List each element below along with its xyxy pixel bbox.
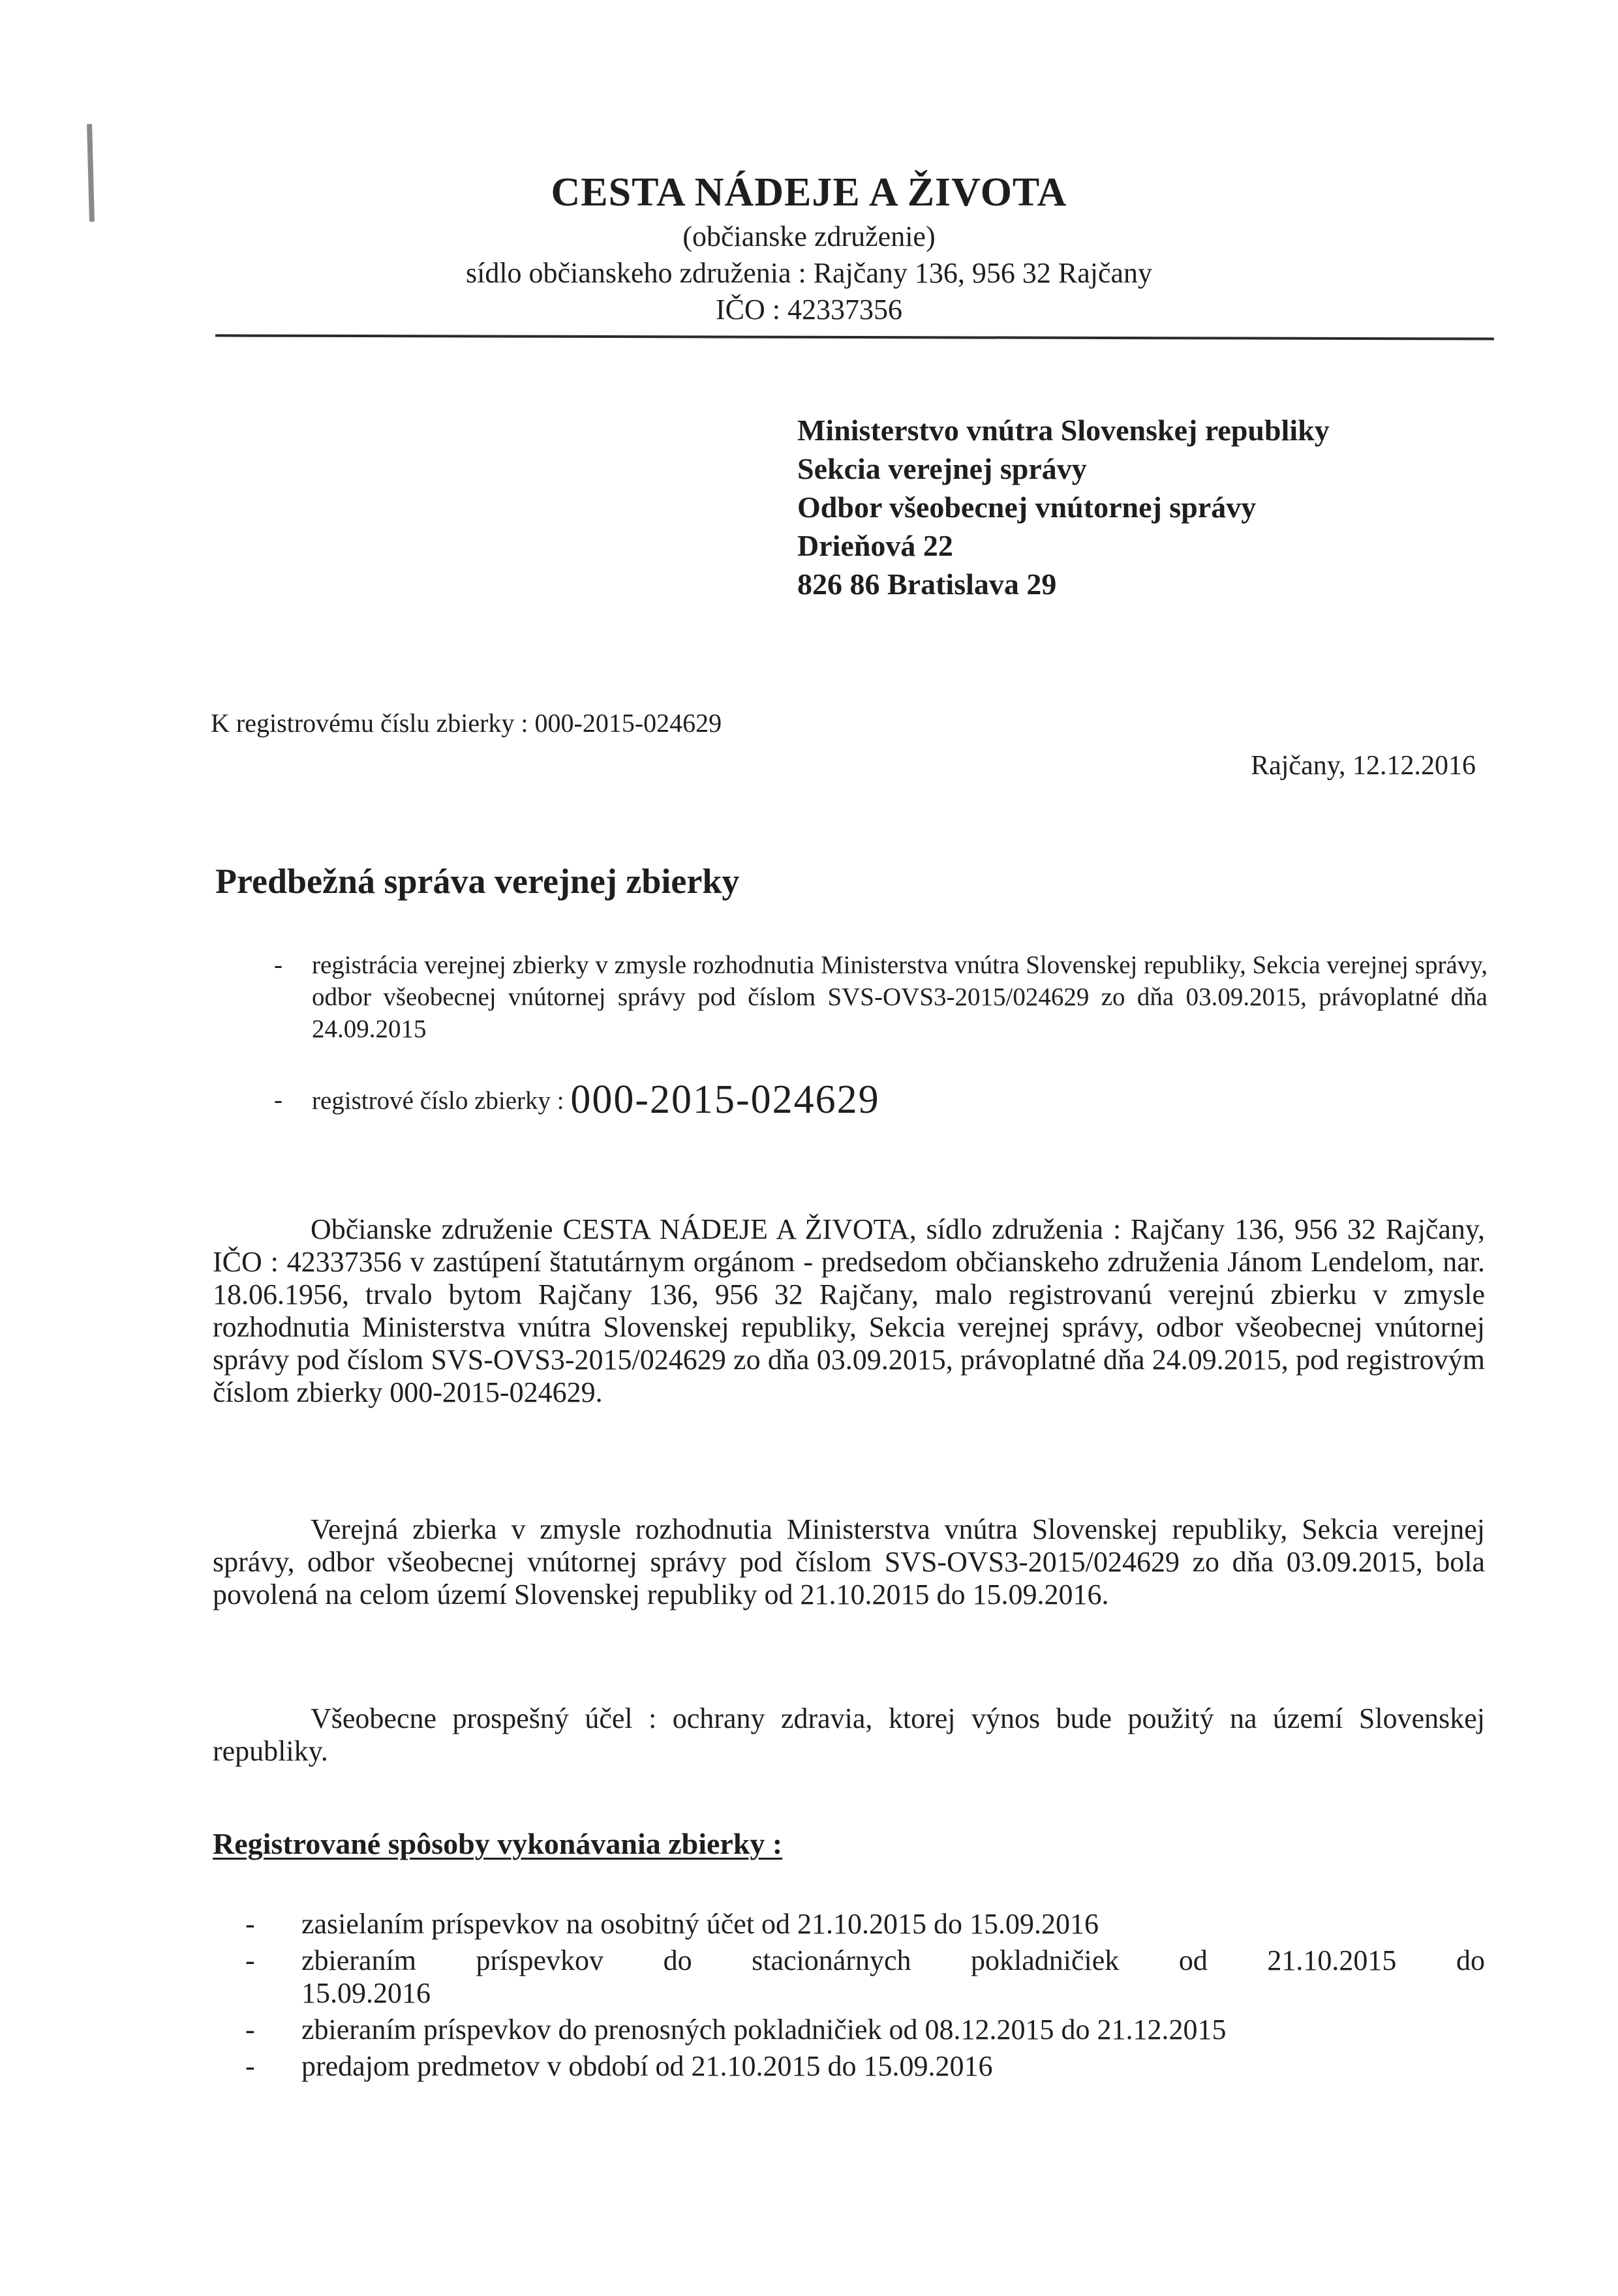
body-paragraph: Občianske združenie CESTA NÁDEJE A ŽIVOTA, sídlo združenia : Rajčany 136, 956 32 Rajčany, IČO : 42337356 v zastúpení štatutárnym orgánom - predsedom občianskeho združenia Jánom Lendelom, nar. 18.06.1956, trvalo bytom Rajčany 136, 956 32 Rajčany, malo registrovanú verejnú zbierku v zmysle rozhodnutia Ministerstva vnútra Slovenskej republiky, Sekcia verejnej správy, odbor všeobecnej vnútornej správy pod číslom SVS-OVS3-2015/024629 zo dňa 03.09.2015, právoplatné dňa 24.09.2015, pod registrovým číslom zbierky 000-2015-024629. bbox=[213, 1213, 1485, 1408]
dash-bullet: - bbox=[245, 1908, 255, 1940]
method-item bbox=[213, 1908, 1485, 1941]
letterhead bbox=[0, 166, 1618, 328]
organization-ico: IČO : 42337356 bbox=[716, 294, 902, 325]
method-item bbox=[213, 1944, 1485, 2010]
method-item bbox=[213, 2050, 1485, 2083]
recipient-line: Sekcia verejnej správy bbox=[797, 452, 1087, 485]
dash-bullet: - bbox=[245, 1944, 255, 1976]
recipient-line: Drieňová 22 bbox=[797, 529, 953, 562]
methods-heading: Registrované spôsoby vykonávania zbierky : bbox=[213, 1827, 783, 1860]
organization-address: sídlo občianskeho združenia : Rajčany 136, 956 32 Rajčany bbox=[465, 257, 1153, 289]
document-date: Rajčany, 12.12.2016 bbox=[1251, 751, 1476, 781]
summary-item-registration bbox=[274, 1078, 1488, 1122]
method-item-text: zasielaním príspevkov na osobitný účet od 21.10.2015 do 15.09.2016 bbox=[301, 1908, 1099, 1940]
recipient-line: Odbor všeobecnej vnútornej správy bbox=[797, 491, 1257, 524]
dash-bullet: - bbox=[274, 1086, 282, 1114]
method-item-text: zbieraním príspevkov do prenosných pokladničiek od 08.12.2015 do 21.12.2015 bbox=[301, 2014, 1227, 2046]
registration-label: registrové číslo zbierky : bbox=[312, 1087, 571, 1115]
summary-item bbox=[274, 949, 1488, 1045]
body-paragraph: Verejná zbierka v zmysle rozhodnutia Ministerstva vnútra Slovenskej republiky, Sekcia verejnej správy, odbor všeobecnej vnútornej správy pod číslom SVS-OVS3-2015/024629 zo dňa 03.09.2015, bola povolená na celom území Slovenskej republiky od 21.10.2015 do 15.09.2016. bbox=[213, 1513, 1485, 1610]
dash-bullet: - bbox=[274, 951, 282, 979]
method-item-continuation: 15.09.2016 bbox=[301, 1977, 431, 2009]
methods-list bbox=[213, 1908, 1485, 2083]
summary-list bbox=[274, 949, 1488, 1122]
recipient-line: Ministerstvo vnútra Slovenskej republiky bbox=[797, 414, 1330, 447]
method-item-text: zbieraním príspevkov do stacionárnych pokladničiek od 21.10.2015 do bbox=[301, 1944, 1485, 1976]
registration-number: 000-2015-024629 bbox=[570, 1078, 880, 1122]
recipient-line: 826 86 Bratislava 29 bbox=[797, 567, 1057, 601]
method-item bbox=[213, 2014, 1485, 2046]
body-paragraph: Všeobecne prospešný účel : ochrany zdravia, ktorej výnos bude použitý na území Slovenskej republiky. bbox=[213, 1702, 1485, 1767]
recipient-address bbox=[797, 411, 1330, 603]
letterhead-divider bbox=[215, 334, 1494, 340]
dash-bullet: - bbox=[245, 2050, 255, 2082]
dash-bullet: - bbox=[245, 2014, 255, 2046]
method-item-text: predajom predmetov v období od 21.10.2015 do 15.09.2016 bbox=[301, 2050, 993, 2082]
summary-item-text: registrácia verejnej zbierky v zmysle rozhodnutia Ministerstva vnútra Slovenskej republiky, Sekcia verejnej správy, odbor všeobecnej vnútornej správy pod číslom SVS-OVS3-2015/024629 zo dňa 03.09.2015, právoplatné dňa 24.09.2015 bbox=[312, 951, 1488, 1043]
organization-type: (občianske združenie) bbox=[682, 220, 936, 252]
document-title: Predbežná správa verejnej zbierky bbox=[215, 862, 740, 901]
reference-number: K registrovému číslu zbierky : 000-2015-024629 bbox=[211, 708, 722, 738]
organization-name: CESTA NÁDEJE A ŽIVOTA bbox=[551, 170, 1067, 215]
